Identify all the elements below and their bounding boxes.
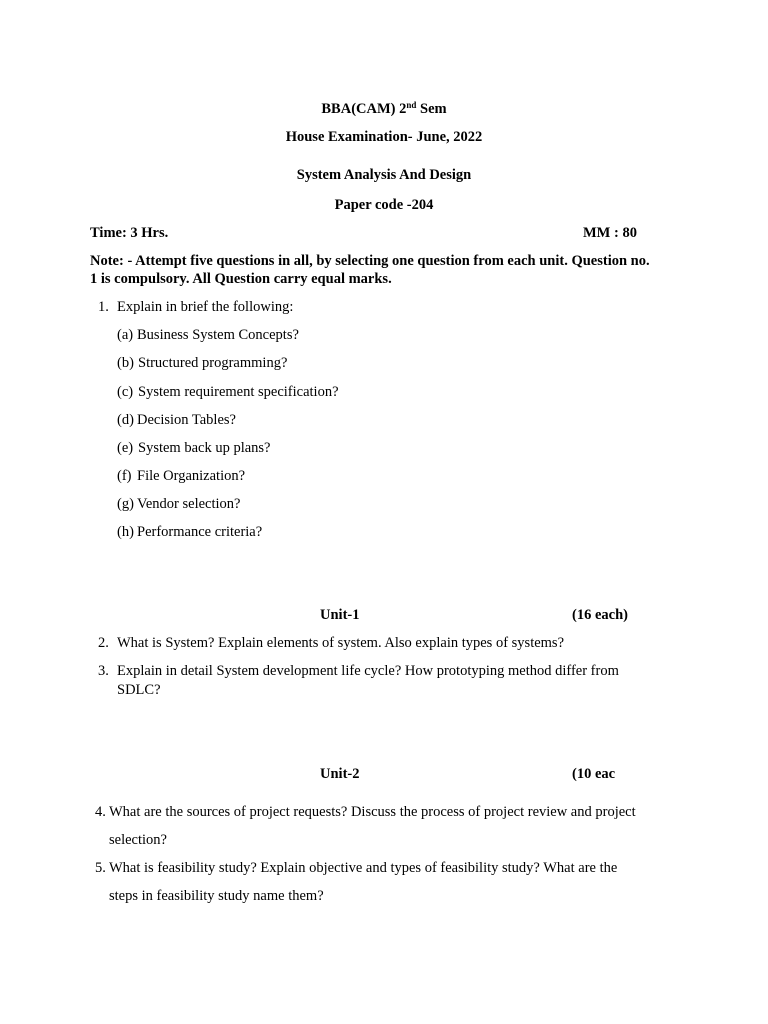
unit-2-marks: (10 eac — [572, 766, 616, 782]
unit-1-title: Unit-1 — [320, 607, 360, 623]
list-item — [117, 327, 299, 344]
course-superscript: nd — [406, 100, 417, 110]
item-label: (d) — [117, 412, 134, 428]
question-number: 2. — [98, 635, 109, 651]
question-number: 5. — [95, 860, 106, 876]
question-number: 1. — [98, 299, 109, 315]
list-item — [117, 524, 263, 541]
item-label: (c) — [117, 384, 134, 400]
item-label: (b) — [117, 355, 134, 371]
item-label: (e) — [117, 440, 134, 456]
unit-2-title: Unit-2 — [320, 766, 360, 782]
question-text-line-1: What are the sources of project requests? Discuss the process of project review and project — [109, 804, 636, 820]
item-text: Decision Tables? — [137, 412, 236, 428]
item-label: (a) — [117, 327, 134, 343]
list-item — [117, 468, 246, 485]
exam-title: House Examination- June, 2022 — [285, 129, 483, 145]
note-line-2: 1 is compulsory. All Question carry equal marks. — [90, 271, 392, 287]
item-text: System requirement specification? — [138, 384, 339, 400]
list-item — [117, 412, 236, 429]
time-allowed: Time: 3 Hrs. — [90, 225, 169, 241]
subject-title: System Analysis And Design — [296, 167, 472, 183]
question-text-line-2: SDLC? — [117, 682, 161, 698]
course-heading — [0, 101, 768, 118]
item-label: (h) — [117, 524, 134, 540]
item-text: System back up plans? — [138, 440, 271, 456]
list-item — [117, 496, 241, 513]
question-text-line-1: Explain in detail System development life cycle? How prototyping method differ from — [117, 663, 619, 679]
max-marks: MM : 80 — [583, 225, 637, 241]
question-text-line-2: steps in feasibility study name them? — [109, 888, 324, 904]
course-suffix: Sem — [416, 101, 447, 117]
note-line-1: Note: - Attempt five questions in all, by selecting one question from each unit. Question no. — [90, 253, 650, 269]
item-text: Business System Concepts? — [137, 327, 299, 343]
list-item — [117, 355, 288, 372]
question-text: What is System? Explain elements of system. Also explain types of systems? — [117, 635, 565, 651]
question-number: 4. — [95, 804, 106, 820]
list-item — [117, 440, 271, 457]
item-text: Vendor selection? — [137, 496, 241, 512]
course-prefix: BBA(CAM) 2 — [321, 101, 407, 117]
item-text: Performance criteria? — [137, 524, 263, 540]
paper-code: Paper code -204 — [334, 197, 434, 213]
item-text: File Organization? — [137, 468, 246, 484]
question-number: 3. — [98, 663, 109, 679]
item-text: Structured programming? — [138, 355, 288, 371]
item-label: (f) — [117, 468, 132, 484]
question-text: Explain in brief the following: — [117, 299, 294, 315]
unit-1-marks: (16 each) — [572, 607, 628, 623]
item-label: (g) — [117, 496, 134, 512]
question-text-line-1: What is feasibility study? Explain objective and types of feasibility study? What are the — [109, 860, 618, 876]
list-item — [117, 384, 339, 401]
question-text-line-2: selection? — [109, 832, 167, 848]
